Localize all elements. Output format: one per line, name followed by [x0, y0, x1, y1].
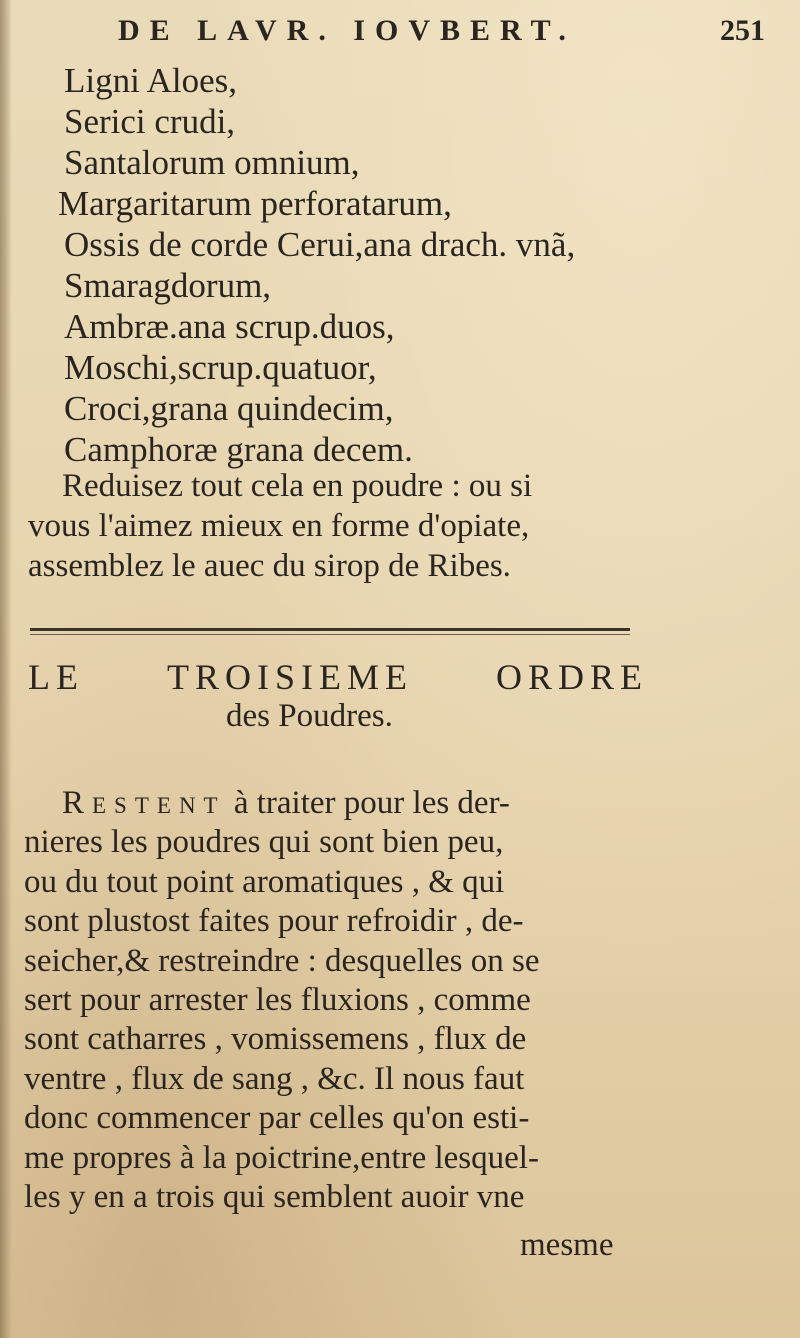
heading-word: TROISIEME	[166, 657, 413, 697]
text-line: sert pour arrester les fluxions , comme	[24, 981, 531, 1018]
catchword: mesme	[520, 1227, 614, 1263]
page-spine-shadow	[0, 0, 12, 1338]
running-head: DE LAVR. IOVBERT.	[118, 14, 576, 47]
heading-word: LE	[28, 657, 84, 697]
text-line: vous l'aimez mieux en forme d'opiate,	[28, 508, 530, 544]
text-line: donc commencer par celles qu'on esti-	[24, 1100, 530, 1137]
text-line	[24, 784, 764, 823]
instruction-paragraph	[28, 466, 768, 586]
recipe-line: Croci,grana quindecim,	[64, 389, 394, 428]
recipe-ingredient-list	[58, 60, 764, 470]
text-line: les y en a trois qui semblent auoir vne	[24, 1178, 525, 1215]
initial-word: Restent	[62, 785, 226, 821]
body-paragraph	[24, 784, 764, 1217]
text-line: sont plustost faites pour refroidir , de-	[24, 903, 524, 940]
recipe-line: Ligni Aloes,	[64, 61, 238, 100]
recipe-line: Margaritarum perforatarum,	[58, 184, 452, 223]
text-line: seicher,& restreindre : desquelles on se	[24, 942, 540, 979]
section-divider-rule-thin	[30, 634, 630, 635]
recipe-line: Moschi,scrup.quatuor,	[64, 348, 377, 387]
page-number: 251	[720, 14, 765, 47]
recipe-line: Serici crudi,	[64, 102, 236, 141]
text-line: ventre , flux de sang , &c. Il nous faut	[24, 1060, 525, 1097]
section-divider-rule	[30, 628, 630, 631]
section-subheading: des Poudres.	[226, 698, 393, 734]
recipe-line: Santalorum omnium,	[64, 143, 360, 182]
text-line: nieres les poudres qui sont bien peu,	[24, 824, 504, 861]
heading-word: ORDRE	[495, 657, 648, 697]
section-heading	[28, 656, 648, 698]
text-line: me propres à la poictrine,entre lesquel-	[24, 1139, 539, 1176]
text-line: ou du tout point aromatiques , & qui	[24, 863, 505, 900]
recipe-line: Ambræ.ana scrup.duos,	[64, 307, 395, 346]
text-line: sont catharres , vomissemens , flux de	[24, 1021, 527, 1058]
recipe-line: Ossis de corde Cerui,ana drach. vnã,	[64, 225, 576, 264]
recipe-line: Camphoræ grana decem.	[64, 430, 413, 469]
text-line: Reduisez tout cela en poudre : ou si	[62, 468, 533, 504]
recipe-line: Smaragdorum,	[64, 266, 272, 305]
text-line: assemblez le auec du sirop de Ribes.	[28, 548, 511, 584]
first-line-rest: à traiter pour les der-	[225, 785, 510, 821]
